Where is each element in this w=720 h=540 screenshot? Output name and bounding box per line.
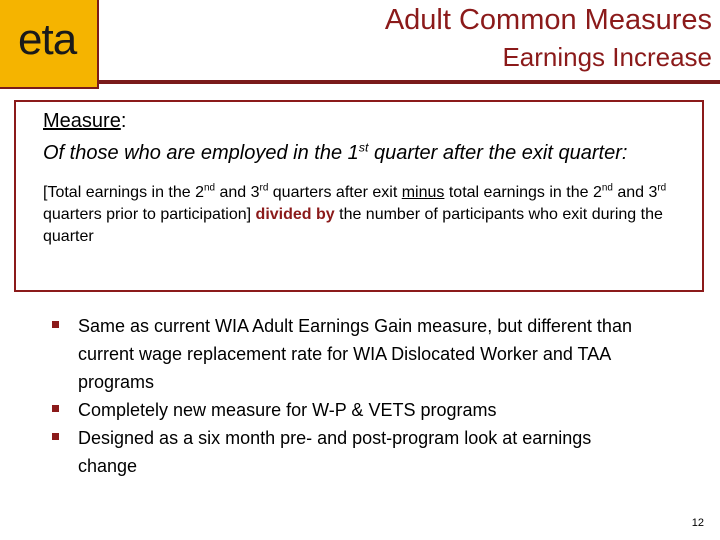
logo (0, 0, 99, 89)
bullet-list (52, 312, 652, 480)
bullet-icon (52, 405, 59, 412)
bullet-icon (52, 433, 59, 440)
minus-keyword: minus (401, 184, 445, 201)
measure-box (14, 100, 704, 292)
bullet-item: Same as current WIA Adult Earnings Gain measure, but different than current wage replacement rate for WIA Dislocated Worker and TAA programs (52, 312, 652, 396)
slide-title: Adult Common Measures (384, 4, 712, 36)
logo-text: eta (18, 15, 77, 64)
measure-label: Measure: (43, 110, 127, 132)
bullet-icon (52, 321, 59, 328)
divided-by-keyword: divided by (255, 206, 335, 223)
measure-formula: [Total earnings in the 2nd and 3rd quarters after exit minus total earnings in the 2nd and 3rd quarters prior to participation] divided by the number of participants who exit during the quarter (43, 182, 667, 245)
bullet-item: Completely new measure for W-P & VETS programs (52, 396, 652, 424)
slide-subtitle: Earnings Increase (502, 42, 712, 72)
bullet-item: Designed as a six month pre- and post-program look at earnings change (52, 424, 652, 480)
measure-definition: Of those who are employed in the 1st quarter after the exit quarter: (43, 140, 628, 164)
header-divider (99, 80, 720, 84)
page-number: 12 (691, 517, 704, 529)
